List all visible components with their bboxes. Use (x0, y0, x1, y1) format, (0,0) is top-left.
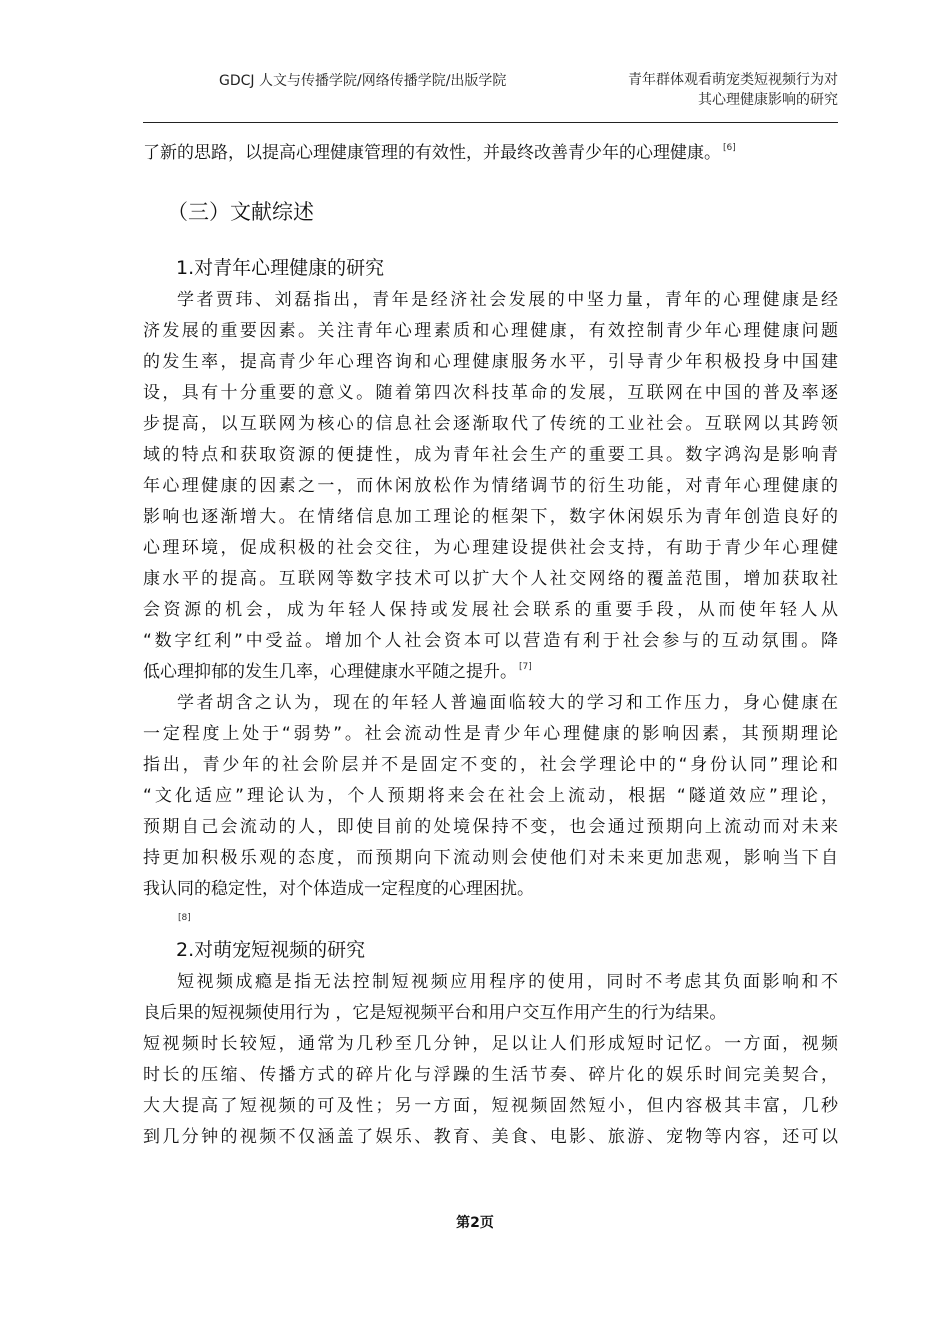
running-header-institution: GDCJ 人文与传播学院/网络传播学院/出版学院 (219, 73, 507, 89)
paragraph-line: 到几分钟的视频不仅涵盖了娱乐、教育、美食、电影、旅游、宠物等内容，还可以 (143, 1127, 838, 1147)
paragraph-line: “文化适应”理论认为，个人预期将来会在社会上流动，根据 “隧道效应”理论， (143, 786, 838, 806)
subsection-1-title: 1.对青年心理健康的研究 (176, 257, 385, 279)
citation-7: [7] (519, 662, 532, 672)
paragraph-line: 步提高，以互联网为核心的信息社会逐渐取代了传统的工业社会。互联网以其跨领 (143, 414, 838, 434)
running-header-title-line-2: 其心理健康影响的研究 (698, 92, 838, 108)
paragraph-line: 短视频成瘾是指无法控制短视频应用程序的使用，同时不考虑其负面影响和不 (177, 972, 838, 992)
section-title: （三）文献综述 (167, 200, 314, 224)
paragraph-line: 良后果的短视频使用行为 ，它是短视频平台和用户交互作用产生的行为结果。 (143, 1003, 727, 1023)
paragraph-line: 域的特点和获取资源的便捷性，成为青年社会生产的重要工具。数字鸿沟是影响青 (143, 445, 838, 465)
paragraph-line: 学者胡含之认为，现在的年轻人普遍面临较大的学习和工作压力，身心健康在 (177, 693, 838, 713)
citation-8: [8] (178, 913, 191, 923)
opening-text: 了新的思路，以提高心理健康管理的有效性，并最终改善青少年的心理健康。 (143, 143, 721, 163)
paragraph-line: 时长的压缩、传播方式的碎片化与浮躁的生活节奏、碎片化的娱乐时间完美契合， (143, 1065, 838, 1085)
citation-8-line (143, 905, 838, 929)
paragraph-last-line: 我认同的稳定性，对个体造成一定程度的心理困扰。 (143, 879, 534, 899)
paragraph-line: 的发生率，提高青少年心理咨询和心理健康服务水平，引导青少年积极投身中国建 (143, 352, 838, 372)
paragraph-line: 学者贾玮、刘磊指出，青年是经济社会发展的中坚力量，青年的心理健康是经 (177, 290, 838, 310)
paragraph-line: 济发展的重要因素。关注青年心理素质和心理健康，有效控制青少年心理健康问题 (143, 321, 838, 341)
paragraph-last-line (143, 657, 838, 688)
paragraph-line: 康水平的提高。互联网等数字技术可以扩大个人社交网络的覆盖范围，增加获取社 (143, 569, 838, 589)
header-divider (143, 122, 838, 123)
paragraph-line: 指出，青少年的社会阶层并不是固定不变的，社会学理论中的“身份认同”理论和 (143, 755, 838, 775)
subsection-2-paragraph-1 (143, 967, 838, 1029)
opening-line (143, 138, 838, 169)
paragraph-line: 设，具有十分重要的意义。随着第四次科技革命的发展，互联网在中国的普及率逐 (143, 383, 838, 403)
subsection-2-title: 2.对萌宠短视频的研究 (176, 939, 366, 961)
paragraph-line: 短视频时长较短，通常为几秒至几分钟，足以让人们形成短时记忆。一方面，视频 (143, 1034, 838, 1054)
paragraph-line: “数字红利”中受益。增加个人社会资本可以营造有利于社会参与的互动氛围。降 (143, 631, 838, 651)
paragraph-line: 年心理健康的因素之一，而休闲放松作为情绪调节的衍生功能，对青年心理健康的 (143, 476, 838, 496)
paragraph-line: 持更加积极乐观的态度，而预期向下流动则会使他们对未来更加悲观，影响当下自 (143, 848, 838, 868)
subsection-1-paragraph-1 (143, 285, 838, 688)
paragraph-line: 一定程度上处于“弱势”。社会流动性是青少年心理健康的影响因素，其预期理论 (143, 724, 838, 744)
subsection-1-paragraph-2 (143, 688, 838, 929)
running-header-title (568, 70, 838, 110)
paragraph-line: 心理环境，促成积极的社会交往，为心理建设提供社会支持，有助于青少年心理健 (143, 538, 838, 558)
body-text (143, 138, 838, 1153)
paragraph-line: 会资源的机会，成为年轻人保持或发展社会联系的重要手段，从而使年轻人从 (143, 600, 838, 620)
paragraph-line: 影响也逐渐增大。在情绪信息加工理论的框架下，数字休闲娱乐为青年创造良好的 (143, 507, 838, 527)
paragraph-line: 大大提高了短视频的可及性；另一方面，短视频固然短小，但内容极其丰富，几秒 (143, 1096, 838, 1116)
subsection-2-paragraph-2 (143, 1029, 838, 1153)
page-number: 第2页 (456, 1215, 494, 1231)
paragraph-last-text: 低心理抑郁的发生几率，心理健康水平随之提升。 (143, 662, 517, 682)
running-header-title-line-1: 青年群体观看萌宠类短视频行为对 (628, 72, 838, 88)
paragraph-line: 预期自己会流动的人，即使目前的处境保持不变，也会通过预期向上流动而对未来 (143, 817, 838, 837)
citation-6: [6] (723, 143, 736, 153)
